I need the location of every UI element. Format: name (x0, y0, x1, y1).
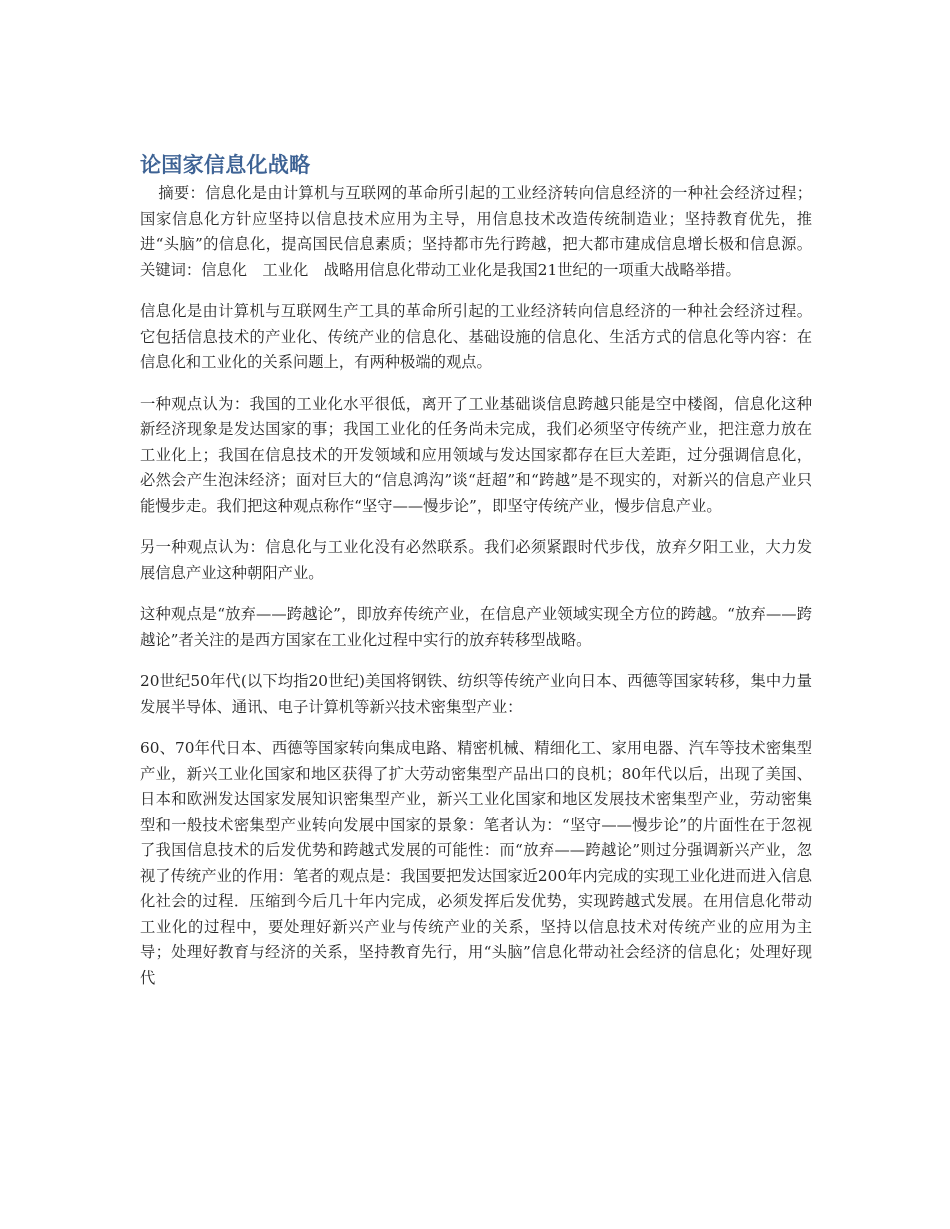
body-paragraph: 另一种观点认为：信息化与工业化没有必然联系。我们必须紧跟时代步伐，放弃夕阳工业，大力发展信息产业这种朝阳产业。 (140, 538, 812, 582)
document-body (140, 150, 812, 1007)
body-paragraph: 20世纪50年代(以下均指20世纪)美国将钢铁、纺织等传统产业向日本、西德等国家转移，集中力量发展半导体、通讯、电子计算机等新兴技术密集型产业： (140, 672, 812, 716)
body-paragraph: 信息化是由计算机与互联网生产工具的革命所引起的工业经济转向信息经济的一种社会经济过程。它包括信息技术的产业化、传统产业的信息化、基础设施的信息化、生活方式的信息化等内容：在信息化和工业化的关系问题上，有两种极端的观点。 (140, 302, 812, 371)
body-paragraph: 一种观点认为：我国的工业化水平很低，离开了工业基础谈信息跨越只能是空中楼阁，信息化这种新经济现象是发达国家的事；我国工业化的任务尚未完成，我们必须坚守传统产业，把注意力放在工业化上；我国在信息技术的开发领域和应用领域与发达国家都存在巨大差距，过分强调信息化，必然会产生泡沫经济；面对巨大的“信息鸿沟”谈“赶超”和“跨越”是不现实的，对新兴的信息产业只能慢步走。我们把这种观点称作“坚守——慢步论”，即坚守传统产业，慢步信息产业。 (140, 394, 812, 515)
document-title: 论国家信息化战略 (140, 153, 311, 177)
body-paragraph: 60、70年代日本、西德等国家转向集成电路、精密机械、精细化工、家用电器、汽车等技术密集型产业，新兴工业化国家和地区获得了扩大劳动密集型产品出口的良机；80年代以后，出现了美国、日本和欧洲发达国家发展知识密集型产业，新兴工业化国家和地区发展技术密集型产业，劳动密集型和一般技术密集型产业转向发展中国家的景象：笔者认为：“坚守——慢步论”的片面性在于忽视了我国信息技术的后发优势和跨越式发展的可能性：而“放弃——跨越论”则过分强调新兴产业，忽视了传统产业的作用：笔者的观点是：我国要把发达国家近200年内完成的实现工业化进而进入信息化社会的过程．压缩到今后几十年内完成，必须发挥后发优势，实现跨越式发展。在用信息化带动工业化的过程中，要处理好新兴产业与传统产业的关系，坚持以信息技术对传统产业的应用为主导；处理好教育与经济的关系，坚持教育先行，用“头脑”信息化带动社会经济的信息化；处理好现代 (140, 739, 812, 987)
abstract-paragraph: 摘要：信息化是由计算机与互联网的革命所引起的工业经济转向信息经济的一种社会经济过程；国家信息化方针应坚持以信息技术应用为主导，用信息技术改造传统制造业；坚持教育优先，推进“头脑”的信息化，提高国民信息素质；坚持都市先行跨越，把大都市建成信息增长极和信息源。关键词：信息化 工业化 战略用信息化带动工业化是我国21世纪的一项重大战略举措。 (140, 184, 812, 279)
body-paragraph: 这种观点是“放弃——跨越论”，即放弃传统产业，在信息产业领域实现全方位的跨越。“放弃——跨越论”者关注的是西方国家在工业化过程中实行的放弃转移型战略。 (140, 605, 812, 649)
